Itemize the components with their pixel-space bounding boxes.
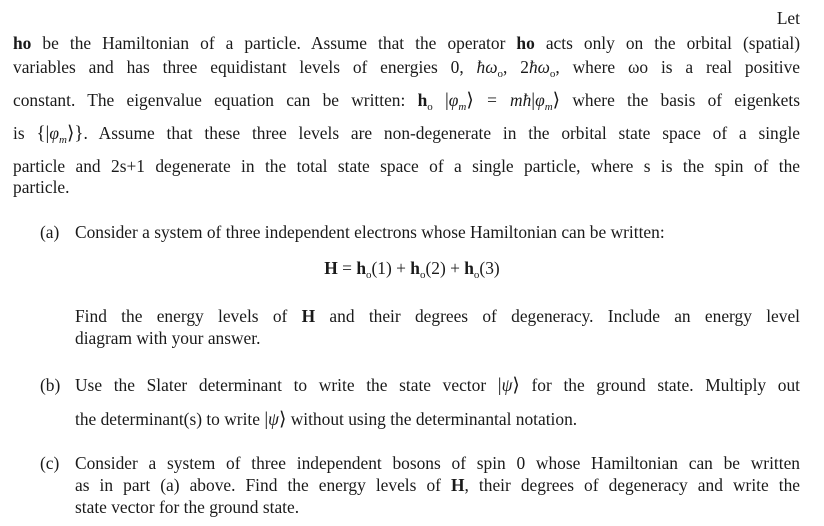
- h-operator: h: [13, 33, 23, 53]
- ket-m-1: m: [458, 101, 467, 113]
- omega-sub-2: o: [549, 68, 556, 80]
- intro-line-1: [13, 33, 800, 53]
- part-c-text-2b: , their degrees of degeneracy and write the: [464, 475, 801, 495]
- eq-o2: o: [419, 269, 426, 281]
- part-a-H: H: [301, 306, 316, 326]
- intro-text-2b: , 2: [503, 57, 529, 77]
- intro-line-2: [13, 57, 800, 80]
- eigen-h-sub: o: [427, 101, 433, 113]
- part-b-text-2a: the determinant(s) to write: [75, 409, 265, 429]
- intro-text-4a: is: [13, 123, 37, 143]
- intro-text-3a: constant. The eigenvalue equation can be written:: [13, 90, 418, 110]
- psi-ket-2: ψ: [268, 409, 279, 429]
- eq-h2: h: [410, 258, 420, 278]
- part-c-H: H: [451, 475, 465, 495]
- part-b-line-1: Use the Slater determinant to write the state vector |ψ⟩ for the ground state. Multiply out: [75, 375, 800, 396]
- part-b-text-1a: Use the Slater determinant to write the state vector: [75, 375, 498, 395]
- hbar-omega-1: ħω: [476, 57, 498, 77]
- eigen-rhs: = mħ: [473, 90, 532, 110]
- omega-sub-1: o: [497, 68, 504, 80]
- basis-m: m: [58, 134, 67, 146]
- eq-h1: h: [356, 258, 367, 278]
- part-a-line-2: [75, 306, 800, 326]
- h-operator-subscript: o: [22, 33, 32, 53]
- eq-h3: h: [464, 258, 474, 278]
- part-b-label: (b): [40, 375, 61, 395]
- part-c-text-2a: as in part (a) above. Find the energy levels of: [75, 475, 451, 495]
- eq-H: H: [324, 258, 338, 278]
- part-a-text-2b: and their degrees of degeneracy. Include an energy level: [315, 306, 800, 326]
- intro-line-3: constant. The eigenvalue equation can be written: $h_o$ $|\varphi_m⟩$ = $mħ|\varphi_m⟩$ where the basis of eigenkets: [13, 90, 800, 113]
- part-c-line-3: state vector for the ground state.: [75, 497, 300, 517]
- part-a-line-3: diagram with your answer.: [75, 328, 261, 348]
- part-c-line-1: Consider a system of three independent bosons of spin 0 whose Hamiltonian can be written: [75, 453, 800, 473]
- eigen-h: h: [417, 90, 428, 110]
- part-a-line-1: Consider a system of three independent electrons whose Hamiltonian can be written:: [75, 222, 665, 242]
- basis-phi: φ: [49, 123, 59, 143]
- part-b-text-2b: without using the determinantal notation.: [286, 409, 578, 429]
- eq-a1: (1) +: [371, 258, 411, 278]
- h-operator-2: h: [516, 33, 527, 53]
- intro-line-5: particle and 2s+1 degenerate in the total state space of a single particle, where s is the spin of the: [13, 156, 800, 176]
- intro-text-1b: be the Hamiltonian of a particle. Assume that the operator: [31, 33, 517, 53]
- intro-line-6: particle.: [13, 177, 70, 197]
- part-c-label: (c): [40, 453, 60, 473]
- intro-text-1e: acts only on the orbital (spatial): [534, 33, 800, 53]
- header-let: Let: [776, 8, 800, 28]
- part-a-label: (a): [40, 222, 60, 242]
- hbar-omega-2: ħω: [528, 57, 550, 77]
- part-a-equation: [0, 257, 824, 279]
- part-a-text-2a: Find the energy levels of: [75, 306, 302, 326]
- intro-text-4b: . Assume that these three levels are non-degenerate in the orbital state space of a single: [83, 123, 800, 143]
- intro-text-2e: is a real positive: [648, 57, 800, 77]
- eq-a3: (3): [479, 258, 500, 278]
- ket-phi-1: φ: [448, 90, 459, 110]
- intro-line-4: is $\{|\varphi_m⟩\}$. Assume that these three levels are non-degenerate in the orbital state space of a single: [13, 123, 800, 146]
- eq-o3: o: [473, 269, 480, 281]
- intro-text-2c: , where ω: [555, 57, 640, 77]
- omega-o: o: [639, 57, 649, 77]
- ket-m-2: m: [544, 101, 553, 113]
- eq-o1: o: [366, 269, 372, 281]
- eq-a2: (2) +: [425, 258, 465, 278]
- intro-text-3b: where the basis of eigenkets: [560, 90, 800, 110]
- eq-equals: =: [337, 258, 357, 278]
- part-b-text-1b: for the ground state. Multiply out: [519, 375, 800, 395]
- part-c-line-2: [75, 475, 800, 495]
- part-b-line-2: the determinant(s) to write |ψ⟩ without using the determinantal notation.: [75, 409, 578, 430]
- intro-text-2a: variables and has three equidistant levels of energies 0,: [13, 57, 477, 77]
- psi-ket-1: ψ: [501, 375, 513, 395]
- h-operator-2-subscript: o: [526, 33, 535, 53]
- ket-phi-2: φ: [535, 90, 545, 110]
